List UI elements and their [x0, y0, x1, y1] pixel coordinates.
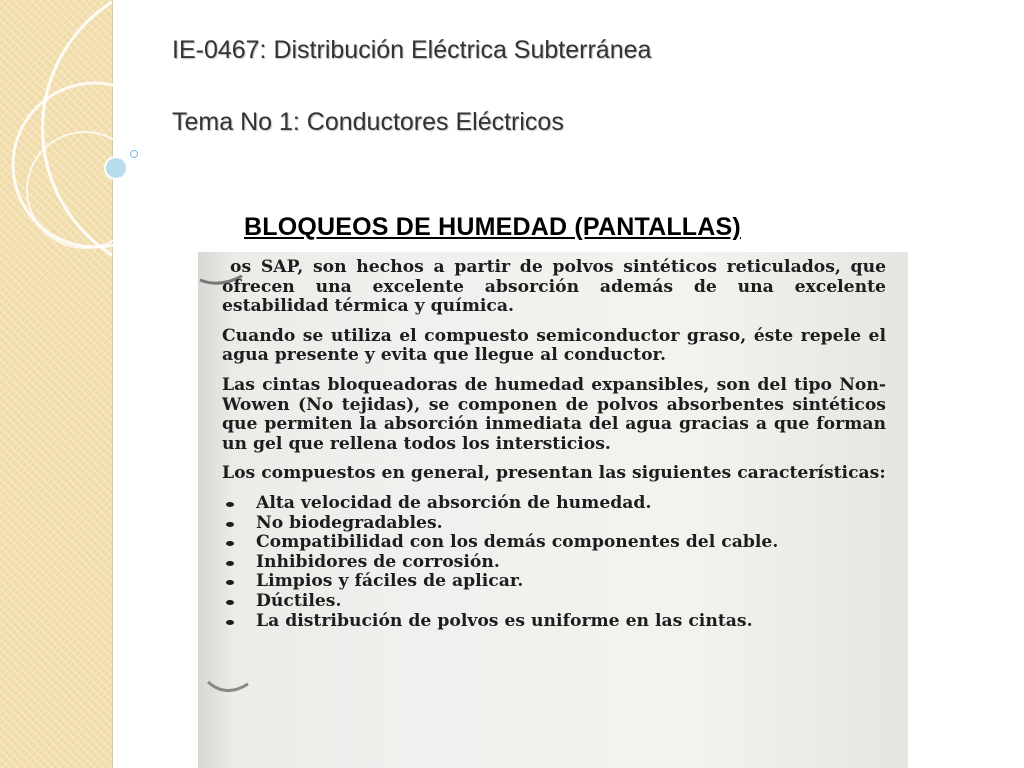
list-item: Limpios y fáciles de aplicar. — [222, 572, 886, 592]
decorative-bubble-icon — [105, 157, 127, 179]
list-item: Alta velocidad de absorción de humedad. — [222, 494, 886, 514]
page-curl-mark-lower — [204, 676, 254, 706]
decorative-arc-outer — [43, 2, 112, 255]
scan-paragraph-compuestos: Los compuestos en general, presentan las siguientes características: — [222, 463, 886, 484]
bullet-icon — [226, 600, 234, 605]
list-item: Inhibidores de corrosión. — [222, 553, 886, 573]
scan-text-block — [222, 258, 886, 631]
bullet-icon — [226, 522, 234, 527]
list-item: La distribución de polvos es uniforme en las cintas. — [222, 612, 886, 632]
list-item: Dúctiles. — [222, 592, 886, 612]
list-item: No biodegradables. — [222, 514, 886, 534]
bullet-icon — [226, 502, 234, 507]
bullet-icon — [226, 561, 234, 566]
decorative-circles — [0, 0, 200, 260]
bullet-icon — [226, 620, 234, 625]
slide-header — [172, 36, 651, 137]
bullet-icon — [226, 541, 234, 546]
characteristics-list — [222, 494, 886, 631]
slide-title: BLOQUEOS DE HUMEDAD (PANTALLAS) — [244, 213, 741, 241]
scan-paragraph-semiconductor: Cuando se utiliza el compuesto semiconductor graso, éste repele el agua presente y evita que llegue al conductor. — [222, 325, 886, 366]
decorative-bubble-small-icon — [131, 151, 138, 158]
course-title: IE-0467: Distribución Eléctrica Subterránea — [172, 36, 652, 64]
scan-paragraph-sap: os SAP, son hechos a partir de polvos sintéticos reticulados, que ofrecen una excelente absorción además de una excelente estabilidad térmica y química. — [222, 257, 886, 317]
list-item: Compatibilidad con los demás componentes del cable. — [222, 533, 886, 553]
scanned-text-image — [198, 252, 908, 768]
decorative-ring-small — [27, 132, 143, 248]
bullet-icon — [226, 580, 234, 585]
topic-title: Tema No 1: Conductores Eléctricos — [172, 108, 564, 136]
scan-paragraph-cintas: Las cintas bloqueadoras de humedad expansibles, son del tipo Non-Wowen (No tejidas), se componen de polvos absorbentes sintéticos que permiten la absorción inmediata del agua gracias a que forman un gel que rellena todos los intersticios. — [222, 374, 886, 454]
